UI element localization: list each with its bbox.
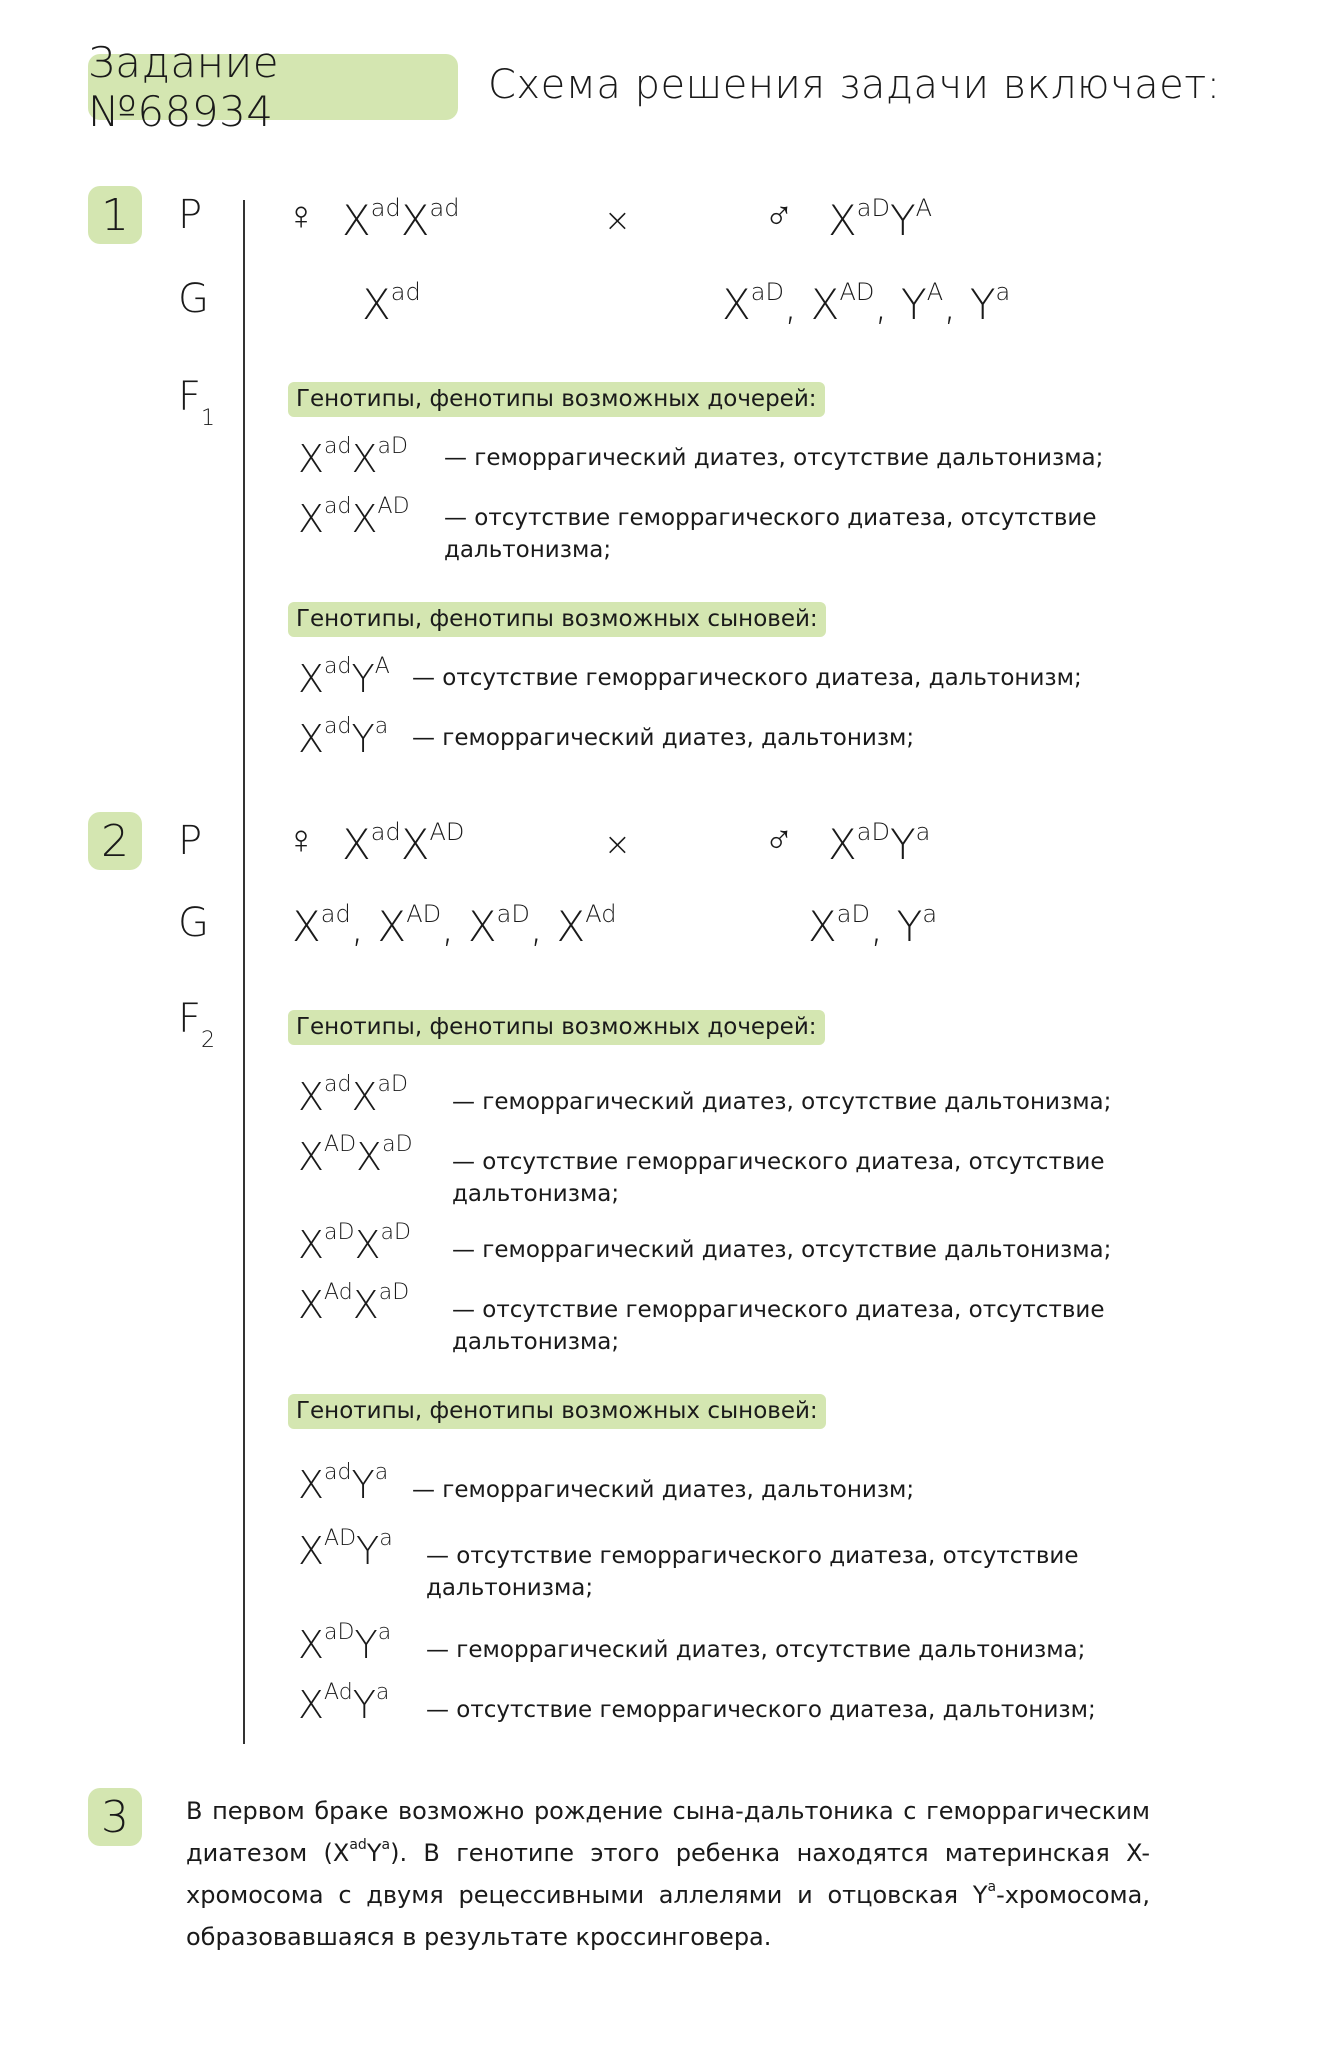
genotype: $X^{Ad}X^{aD}$ [298,1280,410,1327]
allele-sup: a [381,1837,391,1853]
allele-sup: aD [382,1132,413,1157]
allele-sup: AD [406,900,442,928]
allele-sup: aD [324,1220,355,1245]
scheme-divider-line [243,200,245,1744]
phenotype-description: — отсутствие геморрагического диатеза, дальтонизм; [412,665,1082,691]
p-label-1: P [178,192,203,238]
cross1-female-gamete: $X^{ad}$ [362,278,421,329]
genotype: $X^{aD}Y^a$ [298,1620,392,1667]
allele-sup: a [379,1526,393,1551]
allele-sup: aD [324,1620,355,1645]
allele-sup: aD [856,194,890,222]
conclusion-text: ). В генотипе этого ребенка находятся материнская X-хромосома с двумя рецессивными аллелями и отцовская Y [186,1839,1150,1909]
allele-sup: AD [839,278,875,306]
allele-sup: a [374,714,389,739]
allele-sup: a [987,1879,997,1895]
allele-sup: A [926,278,944,306]
allele-sup: Ad [324,1280,353,1305]
g-label-2: G [178,900,209,946]
cross2-female-gametes: $X^{ad}$, $X^{AD}$, $X^{aD}$, $X^{Ad}$ [292,900,617,951]
allele-sup: AD [377,494,410,519]
allele-sup: a [922,900,938,928]
allele-sup: ad [349,1837,367,1853]
g-label-1: G [178,276,209,322]
allele-sup: ad [390,278,421,306]
cross2-sons-header: Генотипы, фенотипы возможных сыновей: [288,1394,826,1429]
allele-sup: aD [378,1280,410,1305]
cross1-male-genotype: $X^{aD}Y^A$ [828,194,933,245]
phenotype-description-cont: дальтонизма; [452,1181,620,1207]
male-icon: ♂ [764,193,794,239]
cross2-male-gametes: $X^{aD}$, $Y^a$ [808,900,938,951]
p-label-2: P [178,818,203,864]
allele-sup: aD [856,818,890,846]
male-icon: ♂ [764,817,794,863]
allele-sup: ad [324,1460,352,1485]
allele-sup: ad [429,194,460,222]
allele-sup: ad [370,194,401,222]
female-icon: ♀ [286,193,316,239]
step-2-badge [88,812,142,870]
allele-sup: aD [836,900,870,928]
phenotype-description: — отсутствие геморрагического диатеза, дальтонизм; [426,1697,1096,1723]
phenotype-description-cont: дальтонизма; [426,1575,594,1601]
allele-sup: a [375,1680,390,1705]
genotype: $X^{ad}Y^a$ [298,1460,389,1507]
phenotype-description: — геморрагический диатез, дальтонизм; [412,725,915,751]
phenotype-description: — геморрагический диатез, отсутствие дальтонизма; [426,1637,1086,1663]
genotype: $X^{ad}X^{aD}$ [298,1072,408,1119]
allele-sup: A [915,194,933,222]
page-title: Схема решения задачи включает: [488,62,1221,108]
cross1-female-genotype: $X^{ad}X^{ad}$ [342,194,460,245]
genotype: $X^{ad}X^{aD}$ [298,434,408,481]
f2-letter: F [178,996,202,1042]
step-1-label: 1 [101,189,129,241]
phenotype-description: — отсутствие геморрагического диатеза, отсутствие [452,1149,1105,1175]
allele-sup: a [995,278,1011,306]
phenotype-description-cont: дальтонизма; [444,537,612,563]
cross2-male-genotype: $X^{aD}Y^a$ [828,818,931,869]
allele-sup: aD [380,1220,411,1245]
f2-label [178,996,216,1053]
genotype: $X^{ad}Y^A$ [298,654,390,701]
allele-sup: a [374,1460,389,1485]
allele-sup: AD [324,1132,357,1157]
conclusion-text: Y [366,1839,382,1867]
conclusion-paragraph [186,1790,1150,1958]
allele-sup: aD [377,1072,408,1097]
allele-sup: ad [324,1072,352,1097]
cross2-daughters-header: Генотипы, фенотипы возможных дочерей: [288,1010,825,1045]
cross2-female-genotype: $X^{ad}X^{AD}$ [342,818,465,869]
cross1-sons-header: Генотипы, фенотипы возможных сыновей: [288,602,826,637]
cross1-daughters-header: Генотипы, фенотипы возможных дочерей: [288,382,825,417]
genotype: $X^{Ad}Y^a$ [298,1680,390,1727]
task-number-label: Задание №68934 [88,38,280,136]
phenotype-description: — геморрагический диатез, отсутствие дальтонизма; [452,1089,1112,1115]
allele-sup: a [915,818,931,846]
allele-sup: ad [324,434,352,459]
allele-sup: aD [750,278,784,306]
allele-sup: AD [429,818,465,846]
cross-icon: × [604,201,631,239]
allele-sup: aD [496,900,530,928]
phenotype-description: — отсутствие геморрагического диатеза, отсутствие [444,505,1097,531]
conclusion-text: В первом браке возможно рождение сына-дальтоника с геморрагическим диатезом (X [186,1797,1150,1867]
f2-subscript: 2 [201,1028,216,1053]
allele-sup: ad [324,714,352,739]
task-number-badge [88,38,458,136]
genotype: $X^{ad}Y^a$ [298,714,389,761]
allele-sup: ad [320,900,351,928]
allele-sup: aD [377,434,408,459]
allele-sup: ad [370,818,401,846]
f1-letter: F [178,374,202,420]
genotype: $X^{ad}X^{AD}$ [298,494,410,541]
allele-sup: Ad [324,1680,353,1705]
genotype: $X^{AD}X^{aD}$ [298,1132,413,1179]
phenotype-description: — геморрагический диатез, отсутствие дальтонизма; [444,445,1104,471]
cross1-male-gametes: $X^{aD}$, $X^{AD}$, $Y^A$, $Y^a$ [722,278,1011,329]
allele-sup: a [377,1620,392,1645]
f1-label [178,374,216,431]
genotype: $X^{AD}Y^a$ [298,1526,393,1573]
allele-sup: ad [324,654,352,679]
phenotype-description: — отсутствие геморрагического диатеза, отсутствие [426,1543,1079,1569]
phenotype-description: — геморрагический диатез, отсутствие дальтонизма; [452,1237,1112,1263]
allele-sup: ad [324,494,352,519]
phenotype-description: — отсутствие геморрагического диатеза, отсутствие [452,1297,1105,1323]
phenotype-description: — геморрагический диатез, дальтонизм; [412,1477,915,1503]
step-1-badge [88,186,142,244]
step-3-label: 3 [101,1791,129,1843]
allele-sup: A [374,654,390,679]
allele-sup: AD [324,1526,357,1551]
allele-sup: Ad [585,900,617,928]
phenotype-description-cont: дальтонизма; [452,1329,620,1355]
step-2-label: 2 [101,815,129,867]
genotype: $X^{aD}X^{aD}$ [298,1220,411,1267]
f1-subscript: 1 [201,406,216,431]
female-icon: ♀ [286,817,316,863]
cross-icon: × [604,825,631,863]
conclusion-text: -хромосома, образовавшаяся в результате кроссинговера. [186,1881,1150,1951]
step-3-badge [88,1788,142,1846]
